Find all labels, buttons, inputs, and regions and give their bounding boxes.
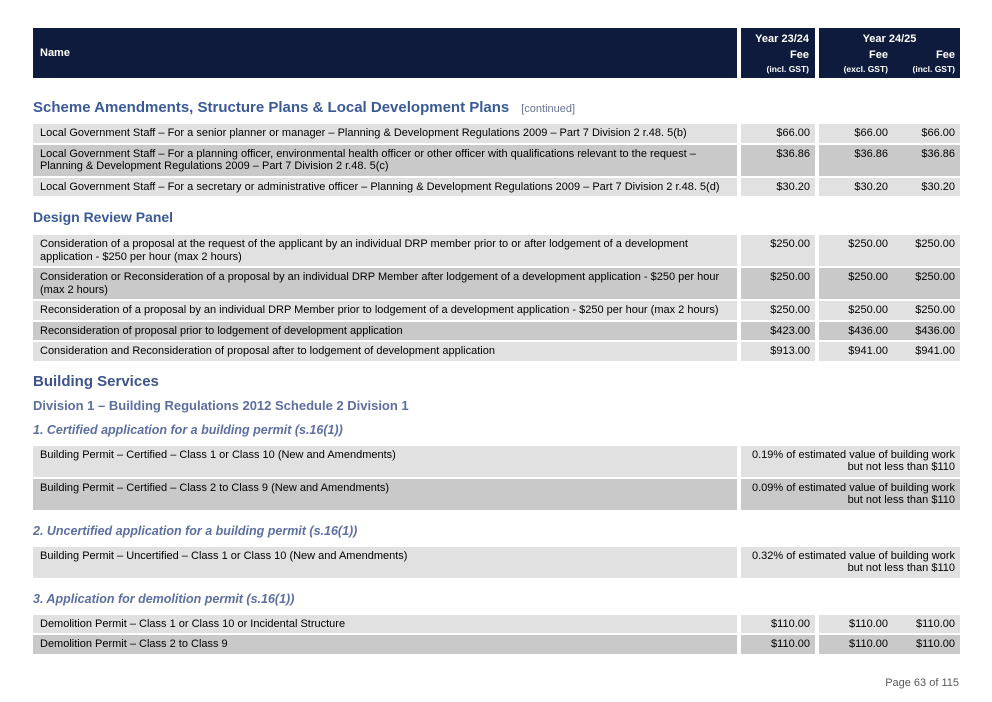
- subheading-demolition-permit: 3. Application for demolition permit (s.16(1)): [33, 591, 295, 606]
- fee-text-line: but not less than $110: [847, 562, 955, 574]
- section-title-scheme-amendments: [33, 99, 960, 116]
- fee-text-line: but not less than $110: [847, 494, 955, 506]
- year2425-title: Year 24/25: [862, 33, 917, 45]
- fee-incl-value: $250.00: [915, 238, 955, 250]
- fee-excl-label: Fee: [869, 48, 888, 61]
- fee-2425-cell: [819, 268, 960, 299]
- fee-excl-value: $250.00: [848, 304, 888, 316]
- fee-incl-value: $66.00: [921, 127, 955, 139]
- table-row: [33, 479, 960, 510]
- fee-2324-cell: $250.00: [741, 268, 815, 299]
- subheading-uncertified-application: 2. Uncertified application for a building permit (s.16(1)): [33, 523, 358, 538]
- design-review-panel-table: [33, 235, 960, 361]
- fee-excl-value: $36.86: [854, 147, 888, 160]
- fee-2324-cell: $66.00: [741, 124, 815, 143]
- section-title-building-services: Building Services: [33, 372, 159, 390]
- table-row: [33, 235, 960, 266]
- fee-excl-value: $250.00: [848, 271, 888, 283]
- uncertified-permit-table: [33, 547, 960, 578]
- header-year2425-cell: [819, 28, 960, 78]
- header-year2324-cell: [741, 28, 815, 78]
- fee-excl-value: $66.00: [854, 127, 888, 139]
- page-content: [33, 28, 960, 656]
- table-row: [33, 124, 960, 143]
- year2324-fee-label: Fee: [790, 48, 809, 61]
- gst-incl-label: (incl. GST): [912, 64, 955, 74]
- fee-2324-cell: $423.00: [741, 322, 815, 341]
- page-number: Page 63 of 115: [885, 677, 959, 689]
- gst-excl-label: (excl. GST): [843, 64, 888, 74]
- year2425-fee-labels: [819, 49, 955, 61]
- fee-2324-cell: $250.00: [741, 235, 815, 266]
- table-row: [33, 145, 960, 176]
- fee-text-line: but not less than $110: [847, 461, 955, 473]
- table-header-row: [33, 28, 960, 78]
- row-name-cell: Local Government Staff – For a senior planner or manager – Planning & Development Regulations 2009 – Part 7 Division 2 r.48. 5(b): [33, 124, 737, 143]
- table-row: [33, 446, 960, 477]
- fee-incl-label: Fee: [936, 48, 955, 61]
- fee-2425-cell: [819, 301, 960, 320]
- fee-2425-cell: [819, 342, 960, 361]
- fee-incl-value: $436.00: [915, 324, 955, 337]
- continued-label: [continued]: [521, 103, 576, 115]
- fee-merged-cell: [741, 446, 960, 477]
- row-name-cell: Reconsideration of a proposal by an individual DRP Member prior to lodgement of a development application - $250 per hour (max 2 hours): [33, 301, 737, 320]
- row-name-cell: Building Permit – Uncertified – Class 1 or Class 10 (New and Amendments): [33, 547, 737, 578]
- demolition-permit-table: [33, 615, 960, 654]
- row-name-cell: Demolition Permit – Class 1 or Class 10 or Incidental Structure: [33, 615, 737, 634]
- fee-2324-cell: $110.00: [741, 615, 815, 634]
- year2324-gst-label: (incl. GST): [766, 64, 809, 74]
- fee-excl-value: $941.00: [848, 345, 888, 357]
- fee-incl-value: $250.00: [915, 304, 955, 316]
- fee-2324-cell: $110.00: [741, 635, 815, 654]
- table-row: [33, 322, 960, 341]
- fee-excl-value: $436.00: [848, 324, 888, 337]
- fee-excl-value: $250.00: [848, 238, 888, 250]
- fee-2324-cell: $250.00: [741, 301, 815, 320]
- row-name-cell: Consideration or Reconsideration of a proposal by an individual DRP Member after lodgement of a development application - $250 per hour (max 2 hours): [33, 268, 737, 299]
- fee-excl-value: $30.20: [854, 180, 888, 193]
- row-name-cell: Building Permit – Certified – Class 1 or Class 10 (New and Amendments): [33, 446, 737, 477]
- section-title-text: Scheme Amendments, Structure Plans & Local Development Plans: [33, 99, 510, 116]
- fee-2425-cell: [819, 124, 960, 143]
- fee-text-line: 0.19% of estimated value of building work: [751, 448, 955, 461]
- fee-2425-cell: [819, 145, 960, 176]
- fee-2324-cell: $30.20: [741, 178, 815, 197]
- fee-incl-value: $110.00: [916, 617, 955, 630]
- fee-merged-cell: [741, 547, 960, 578]
- fee-2425-cell: [819, 235, 960, 266]
- header-name-cell: [33, 28, 737, 78]
- table-row: [33, 268, 960, 299]
- row-name-cell: Building Permit – Certified – Class 2 to Class 9 (New and Amendments): [33, 479, 737, 510]
- row-name-cell: Consideration of a proposal at the request of the applicant by an individual DRP member prior to or after lodgement of a development application - $250 per hour (max 2 hours): [33, 235, 737, 266]
- fee-incl-value: $30.20: [921, 180, 955, 193]
- table-row: [33, 635, 960, 654]
- row-name-cell: Demolition Permit – Class 2 to Class 9: [33, 635, 737, 654]
- table-row: [33, 178, 960, 197]
- table-row: [33, 301, 960, 320]
- subheading-certified-application: 1. Certified application for a building permit (s.16(1)): [33, 422, 343, 437]
- fee-incl-value: $250.00: [915, 271, 955, 283]
- fee-excl-value: $110.00: [849, 617, 888, 630]
- fee-text-line: 0.09% of estimated value of building work: [751, 481, 955, 494]
- fee-2425-cell: [819, 615, 960, 634]
- fee-incl-value: $941.00: [915, 345, 955, 357]
- certified-permit-table: [33, 446, 960, 510]
- table-row: [33, 342, 960, 361]
- fee-2324-cell: $36.86: [741, 145, 815, 176]
- table-row: [33, 547, 960, 578]
- fee-incl-value: $36.86: [921, 147, 955, 160]
- row-name-cell: Local Government Staff – For a secretary or administrative officer – Planning & Development Regulations 2009 – Part 7 Division 2 r.48. 5(d): [33, 178, 737, 197]
- fee-merged-cell: [741, 479, 960, 510]
- fee-2425-cell: [819, 178, 960, 197]
- fee-2425-cell: [819, 635, 960, 654]
- row-name-cell: Reconsideration of proposal prior to lodgement of development application: [33, 322, 737, 341]
- fee-text-line: 0.32% of estimated value of building work: [751, 549, 955, 562]
- header-name-label: Name: [40, 47, 70, 59]
- year2324-title: Year 23/24: [755, 33, 809, 45]
- year2425-gst-labels: [819, 64, 955, 74]
- fee-incl-value: $110.00: [916, 638, 955, 650]
- table-row: [33, 615, 960, 634]
- division-1-heading: Division 1 – Building Regulations 2012 Schedule 2 Division 1: [33, 397, 409, 413]
- scheme-amendments-table: [33, 124, 960, 196]
- row-name-cell: Local Government Staff – For a planning officer, environmental health officer or other officer with qualifications relevant to the request – Planning & Development Regulations 2009 – Part 7 Division 2 r.48. 5(c): [33, 145, 737, 176]
- row-name-cell: Consideration and Reconsideration of proposal after to lodgement of development application: [33, 342, 737, 361]
- fee-2425-cell: [819, 322, 960, 341]
- section-title-design-review-panel: Design Review Panel: [33, 209, 174, 225]
- fee-2324-cell: $913.00: [741, 342, 815, 361]
- fee-excl-value: $110.00: [849, 638, 888, 650]
